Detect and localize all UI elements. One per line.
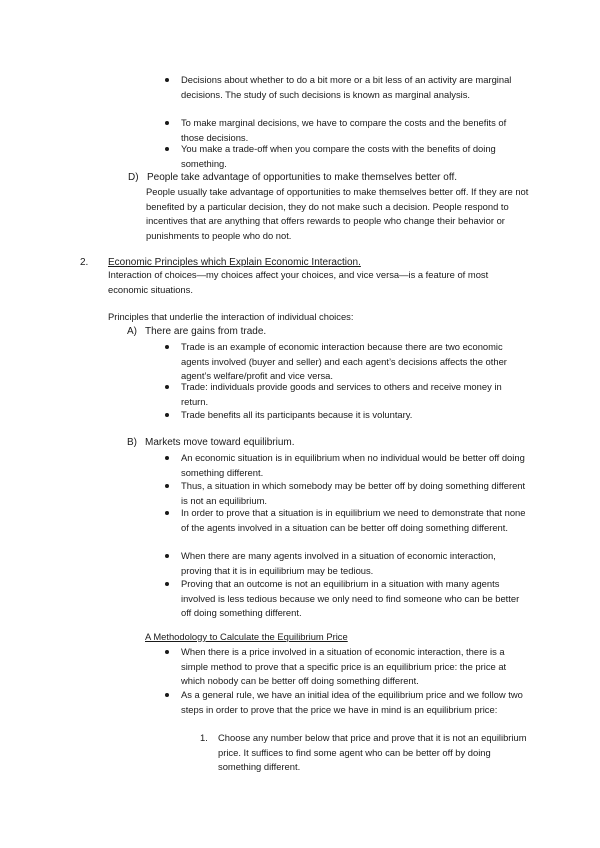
bullet-dot: [165, 147, 169, 151]
bullet-item: [181, 408, 521, 423]
bullet-text: You make a trade-off when you compare the costs with the benefits of doing something.: [181, 143, 496, 169]
bullet-item: [181, 549, 529, 578]
bullet-text: Trade is an example of economic interaction because there are two economic agents involved (buyer and seller) and each agent’s decisions affects the other agent’s welfare/profit and vice versa.: [181, 341, 507, 382]
bullet-item: [181, 73, 519, 102]
bullet-item: [181, 645, 529, 689]
bullet-item: [181, 688, 529, 717]
bullet-item: [181, 340, 521, 384]
principle-a-label: A): [127, 326, 137, 337]
bullet-item: [181, 142, 519, 171]
bullet-dot: [165, 78, 169, 82]
bullet-text: As a general rule, we have an initial idea of the equilibrium price and we follow two steps in order to prove that the price we have in mind is an equilibrium price:: [181, 689, 523, 715]
section-number: 2.: [80, 257, 89, 268]
bullet-item: [181, 479, 529, 508]
bullet-text: When there are many agents involved in a situation of economic interaction, proving that it is in equilibrium may be tedious.: [181, 550, 496, 576]
section-title: Economic Principles which Explain Economic Interaction.: [108, 257, 361, 268]
bullet-text: Trade benefits all its participants because it is voluntary.: [181, 409, 413, 420]
step-text: Choose any number below that price and prove that it is not an equilibrium price. It suffices to find some agent who can be better off by doing something different.: [218, 732, 527, 773]
principle-b-label: B): [127, 437, 137, 448]
bullet-dot: [165, 413, 169, 417]
bullet-item: [181, 577, 529, 621]
bullet-item: [181, 116, 519, 145]
bullet-dot: [165, 456, 169, 460]
bullet-item: [181, 506, 529, 535]
bullet-dot: [165, 511, 169, 515]
principle-b-title: Markets move toward equilibrium.: [145, 437, 295, 448]
bullet-text: Trade: individuals provide goods and services to others and receive money in return.: [181, 381, 502, 407]
bullet-item: [181, 380, 521, 409]
principle-d-label: D): [128, 172, 139, 183]
principle-d-title: People take advantage of opportunities to make themselves better off.: [147, 172, 458, 183]
bullet-text: An economic situation is in equilibrium when no individual would be better off doing something different.: [181, 452, 525, 478]
bullet-dot: [165, 121, 169, 125]
bullet-dot: [165, 385, 169, 389]
section-intro: Interaction of choices—my choices affect your choices, and vice versa—is a feature of most economic situations.: [108, 269, 489, 295]
bullet-text: Proving that an outcome is not an equilibrium in a situation with many agents involved is less tedious because we only need to find someone who can be better off doing something different.: [181, 578, 520, 619]
bullet-text: When there is a price involved in a situation of economic interaction, there is a simple method to prove that a specific price is an equilibrium price: the price at which nobody can be better off doing something different.: [181, 646, 507, 687]
bullet-item: [181, 451, 529, 480]
bullet-text: Decisions about whether to do a bit more or a bit less of an activity are marginal decisions. The study of such decisions is known as marginal analysis.: [181, 74, 512, 100]
bullet-dot: [165, 650, 169, 654]
bullet-text: Thus, a situation in which somebody may be better off by doing something different is not an equilibrium.: [181, 480, 526, 506]
bullet-dot: [165, 554, 169, 558]
bullet-dot: [165, 345, 169, 349]
principles-intro: Principles that underlie the interaction of individual choices:: [108, 311, 354, 322]
principle-d-body: People usually take advantage of opportunities to make themselves better off. If they are not benefited by a particular decision, they do not make such a decision. People respond to incentives that are anything that offers rewards to people who change their behavior or punishments to people who do not.: [146, 186, 529, 241]
methodology-title: A Methodology to Calculate the Equilibrium Price: [145, 631, 348, 642]
bullet-text: To make marginal decisions, we have to compare the costs and the benefits of those decisions.: [181, 117, 507, 143]
principle-a-title: There are gains from trade.: [145, 326, 267, 337]
bullet-dot: [165, 693, 169, 697]
step-number: 1.: [200, 732, 208, 743]
bullet-dot: [165, 484, 169, 488]
bullet-text: In order to prove that a situation is in equilibrium we need to demonstrate that none of the agents involved in a situation can be better off doing something different.: [181, 507, 526, 533]
bullet-dot: [165, 582, 169, 586]
